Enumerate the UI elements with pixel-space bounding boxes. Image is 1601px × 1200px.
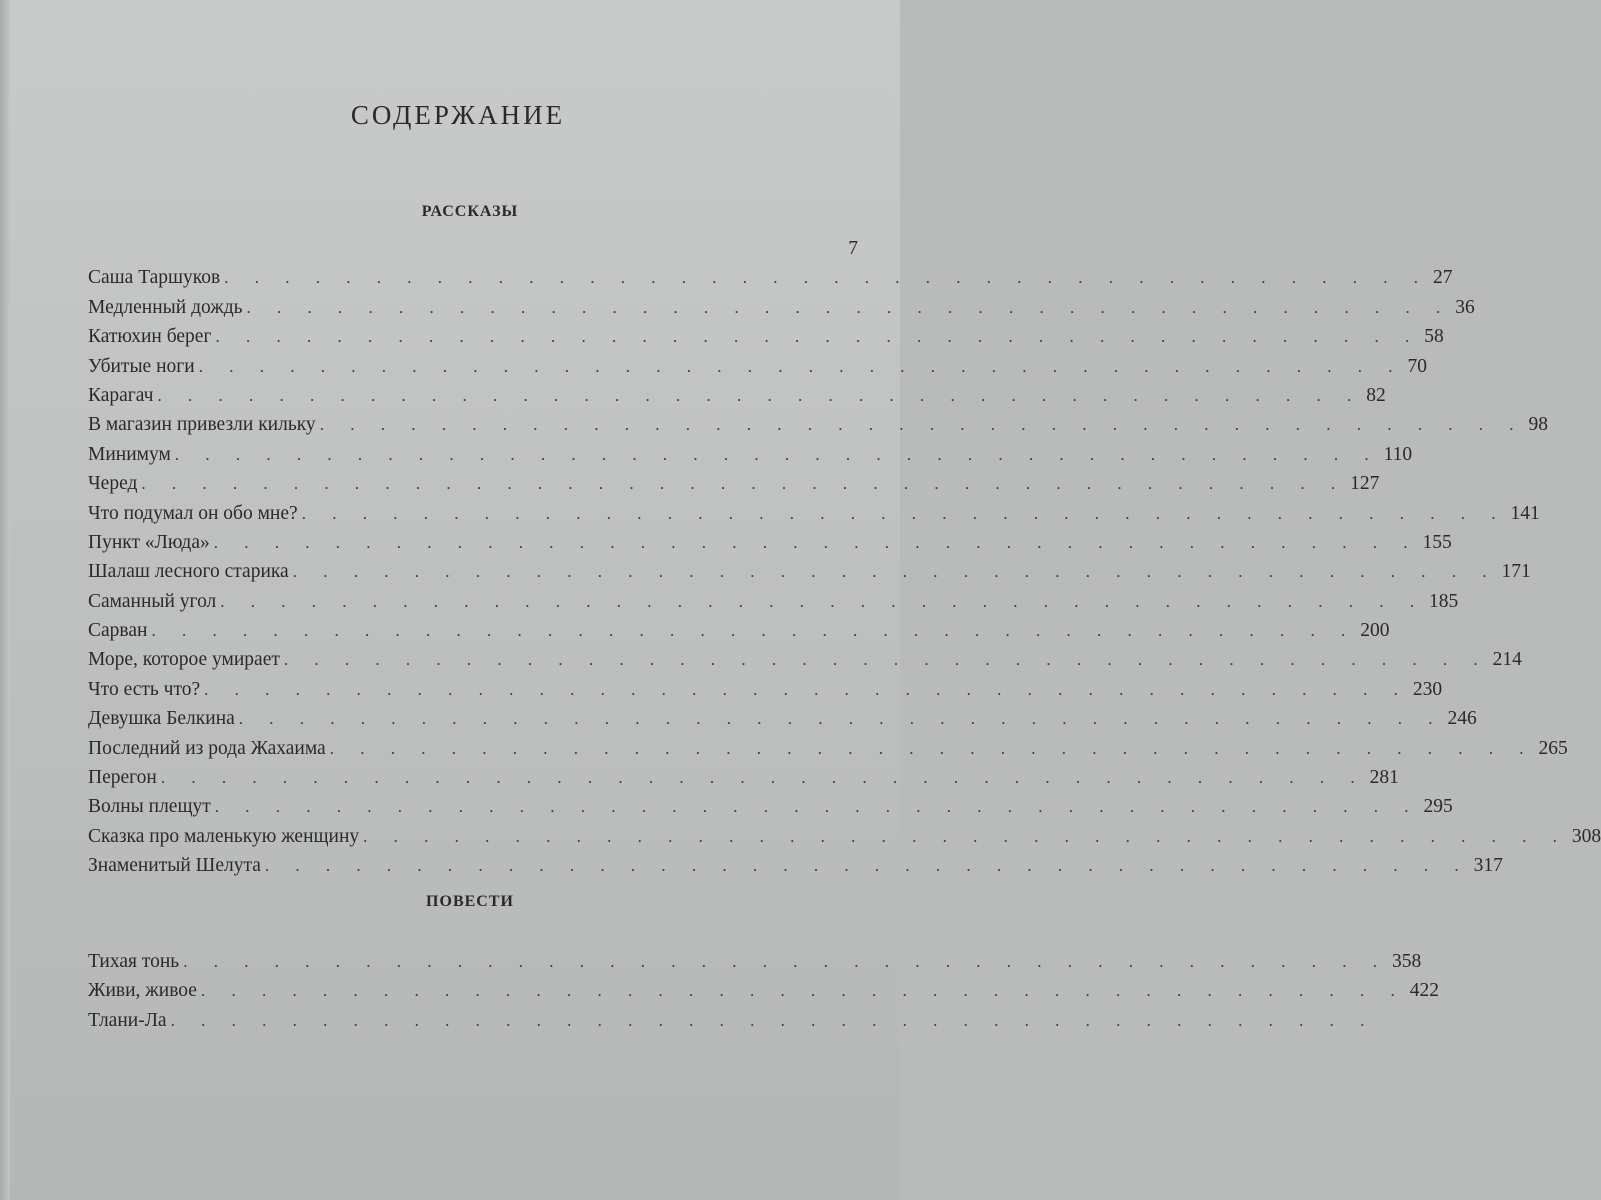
toc-leader-dots: . . . . . . . . . . . . . . . . . . . . . . . . . . . . . . . . . . . . . . . . bbox=[157, 385, 1363, 405]
toc-entry[interactable] bbox=[88, 561, 1531, 590]
toc-leader-dots: . . . . . . . . . . . . . . . . . . . . . . . . . . . . . . . . . . . . . . . . bbox=[198, 356, 1404, 376]
toc-entry-page: 358 bbox=[1391, 951, 1422, 972]
toc-entry-page: 265 bbox=[1538, 737, 1568, 759]
toc-leader-dots: . . . . . . . . . . . . . . . . . . . . . . . . . . . . . . . . . . . . . . . . bbox=[224, 268, 1429, 288]
toc-entry-title: Тлани-Ла bbox=[88, 1009, 167, 1031]
toc-leader-dots: . . . . . . . . . . . . . . . . . . . . . . . . . . . . . . . . . . . . . . . . bbox=[170, 1010, 1376, 1030]
toc-leader-dots: . . . . . . . . . . . . . . . . . . . . . . . . . . . . . . . . . . . . . . . . bbox=[174, 444, 1380, 464]
toc-entry-page: 98 bbox=[1528, 414, 1548, 436]
toc-entry[interactable] bbox=[88, 825, 1601, 855]
page-edge bbox=[0, 0, 10, 1200]
toc-entry-title: Девушка Белкина bbox=[88, 708, 235, 730]
toc-leader-dots: . . . . . . . . . . . . . . . . . . . . . . . . . . . . . . . . . . . . . . . . bbox=[319, 415, 1525, 435]
toc-leader-dots: . . . . . . . . . . . . . . . . . . . . . . . . . . . . . . . . . . . . . . . . bbox=[283, 650, 1489, 670]
toc-entry-page: 295 bbox=[1423, 796, 1453, 818]
toc-entry-title: Сказка про маленькую женщину bbox=[88, 825, 360, 847]
toc-entry-page: 58 bbox=[1424, 326, 1444, 348]
toc-entry-page: 246 bbox=[1447, 708, 1477, 730]
toc-entry[interactable] bbox=[88, 678, 1443, 708]
toc-entry-title: Медленный дождь bbox=[88, 296, 243, 318]
toc-leader-dots: . . . . . . . . . . . . . . . . . . . . . . . . . . . . . . . . . . . . . . . . bbox=[246, 297, 1452, 317]
toc-entry[interactable] bbox=[88, 502, 1540, 532]
toc-entry-page: 27 bbox=[1433, 267, 1453, 289]
toc-entry[interactable] bbox=[88, 767, 1399, 796]
toc-entry-page: 82 bbox=[1366, 384, 1386, 406]
toc-entry[interactable] bbox=[88, 590, 1459, 620]
toc-entry[interactable] bbox=[88, 384, 1386, 414]
toc-entry-title: Пункт «Люда» bbox=[88, 531, 210, 553]
toc-entry-title: Что есть что? bbox=[88, 678, 201, 700]
toc-entry-page: 308 bbox=[1571, 825, 1601, 847]
toc-entry-page: 155 bbox=[1422, 531, 1452, 553]
toc-leader-dots: . . . . . . . . . . . . . . . . . . . . . . . . . . . . . . . . . . . . . . . . bbox=[301, 503, 1507, 523]
toc-entry-title: Саша Таршуков bbox=[88, 267, 221, 289]
toc-entry[interactable] bbox=[88, 708, 1477, 737]
toc-entry-title: Минимум bbox=[88, 443, 171, 465]
toc-entry-page: 36 bbox=[1455, 296, 1475, 318]
toc-entry[interactable] bbox=[88, 414, 1548, 443]
toc-entry[interactable] bbox=[88, 796, 1453, 825]
toc-entry[interactable] bbox=[88, 620, 1390, 649]
toc-entry-title: Что подумал он обо мне? bbox=[88, 502, 298, 524]
toc-entry[interactable] bbox=[88, 326, 1444, 355]
toc-leader-dots: . . . . . . . . . . . . . . . . . . . . . . . . . . . . . . . . . . . . . . . . bbox=[214, 797, 1420, 817]
toc-entry[interactable] bbox=[88, 980, 1439, 1009]
toc-entry[interactable] bbox=[88, 355, 1427, 385]
toc-leader-dots: . . . . . . . . . . . . . . . . . . . . . . . . . . . . . . . . . . . . . . . . bbox=[151, 621, 1357, 641]
toc-leader-dots: . . . . . . . . . . . . . . . . . . . . . . . . . . . . . . . . . . . . . . . . bbox=[204, 679, 1409, 699]
toc-entry-title: Катюхин берег bbox=[88, 326, 212, 348]
toc-leader-dots: . . . . . . . . . . . . . . . . . . . . . . . . . . . . . . . . . . . . . . . . bbox=[141, 474, 1347, 494]
toc-entry-page: 230 bbox=[1412, 678, 1443, 700]
toc-entry[interactable] bbox=[88, 737, 1568, 767]
toc-entry-title: Живи, живое bbox=[88, 980, 197, 1002]
toc-entry-page: 70 bbox=[1407, 355, 1427, 377]
toc-entry-page: 7 bbox=[848, 238, 858, 259]
toc-entry[interactable] bbox=[88, 649, 1522, 678]
toc-leader-dots: . . . . . . . . . . . . . . . . . . . . . . . . . . . . . . . . . . . . . . . . bbox=[160, 768, 1366, 788]
toc-entry-page: 185 bbox=[1429, 590, 1459, 612]
toc-entry-title: Последний из рода Жахаима bbox=[88, 737, 326, 759]
section-heading-novellas: ПОВЕСТИ bbox=[426, 893, 514, 910]
toc-entry-page: 171 bbox=[1501, 561, 1531, 583]
toc-entry-page: 214 bbox=[1492, 649, 1522, 671]
toc-leader-dots: . . . . . . . . . . . . . . . . . . . . . . . . . . . . . . . . . . . . . . . . bbox=[363, 826, 1568, 846]
toc-entry-title: Саманный угол bbox=[88, 590, 217, 612]
toc-list-stories bbox=[88, 238, 1601, 885]
toc-entry-page: 422 bbox=[1409, 980, 1439, 1002]
toc-leader-dots: . . . . . . . . . . . . . . . . . . . . . . . . . . . . . . . . . . . . . . . . bbox=[292, 562, 1498, 582]
toc-entry[interactable] bbox=[88, 443, 1413, 473]
toc-entry-title: Карагач bbox=[88, 384, 154, 406]
toc-entry[interactable] bbox=[88, 855, 1503, 884]
toc-entry[interactable] bbox=[88, 267, 1453, 296]
toc-leader-dots: . . . . . . . . . . . . . . . . . . . . . . . . . . . . . . . . . . . . . . . . bbox=[329, 738, 1535, 758]
page-title: СОДЕРЖАНИЕ bbox=[350, 100, 566, 130]
toc-entry[interactable] bbox=[88, 238, 858, 267]
toc-leader-dots: . . . . . . . . . . . . . . . . . . . . . . . . . . . . . . . . . . . . . . . . bbox=[220, 591, 1426, 611]
toc-entry[interactable] bbox=[88, 473, 1380, 502]
toc-entry-title: Сарван bbox=[88, 620, 148, 642]
toc-entry-title: Черед bbox=[88, 473, 138, 495]
toc-entry-title: В магазин привезли кильку bbox=[88, 414, 316, 436]
toc-entry[interactable] bbox=[88, 531, 1452, 561]
toc-entry-page: 127 bbox=[1350, 473, 1380, 495]
toc-entry-title: Знаменитый Шелута bbox=[88, 855, 261, 877]
toc-entry-title: Убитые ноги bbox=[88, 355, 195, 377]
toc-entry-page: 200 bbox=[1360, 620, 1390, 642]
toc-leader-dots: . . . . . . . . . . . . . . . . . . . . . . . . . . . . . . . . . . . . . . . . bbox=[215, 327, 1421, 347]
toc-entry-title: Волны плещут bbox=[88, 796, 211, 818]
toc-entry-page: 110 bbox=[1383, 443, 1413, 465]
toc-entry[interactable] bbox=[88, 296, 1475, 326]
toc-leader-dots: . . . . . . . . . . . . . . . . . . . . . . . . . . . . . . . . . . . . . . . . bbox=[264, 856, 1470, 876]
section-heading-stories: РАССКАЗЫ bbox=[421, 203, 519, 220]
toc-entry-page: 317 bbox=[1473, 855, 1503, 877]
toc-entry-page: 141 bbox=[1510, 502, 1540, 524]
toc-entry-title: Шалаш лесного старика bbox=[88, 561, 289, 583]
toc-list-novellas bbox=[88, 951, 1439, 1039]
toc-entry[interactable] bbox=[88, 1009, 1376, 1039]
toc-leader-dots: . . . . . . . . . . . . . . . . . . . . . . . . . . . . . . . . . . . . . . . . bbox=[238, 709, 1444, 729]
toc-leader-dots: . . . . . . . . . . . . . . . . . . . . . . . . . . . . . . . . . . . . . . . . bbox=[213, 532, 1419, 552]
toc-entry[interactable] bbox=[88, 951, 1422, 980]
toc-entry-title: Море, которое умирает bbox=[88, 649, 280, 671]
toc-leader-dots: . . . . . . . . . . . . . . . . . . . . . . . . . . . . . . . . . . . . . . . . bbox=[200, 981, 1406, 1001]
toc-entry-page: 281 bbox=[1369, 767, 1399, 789]
toc-entry-title: Перегон bbox=[88, 767, 157, 789]
toc-entry-title: Тихая тонь bbox=[88, 951, 180, 972]
toc-leader-dots: . . . . . . . . . . . . . . . . . . . . . . . . . . . . . . . . . . . . . . . . bbox=[183, 952, 1388, 971]
